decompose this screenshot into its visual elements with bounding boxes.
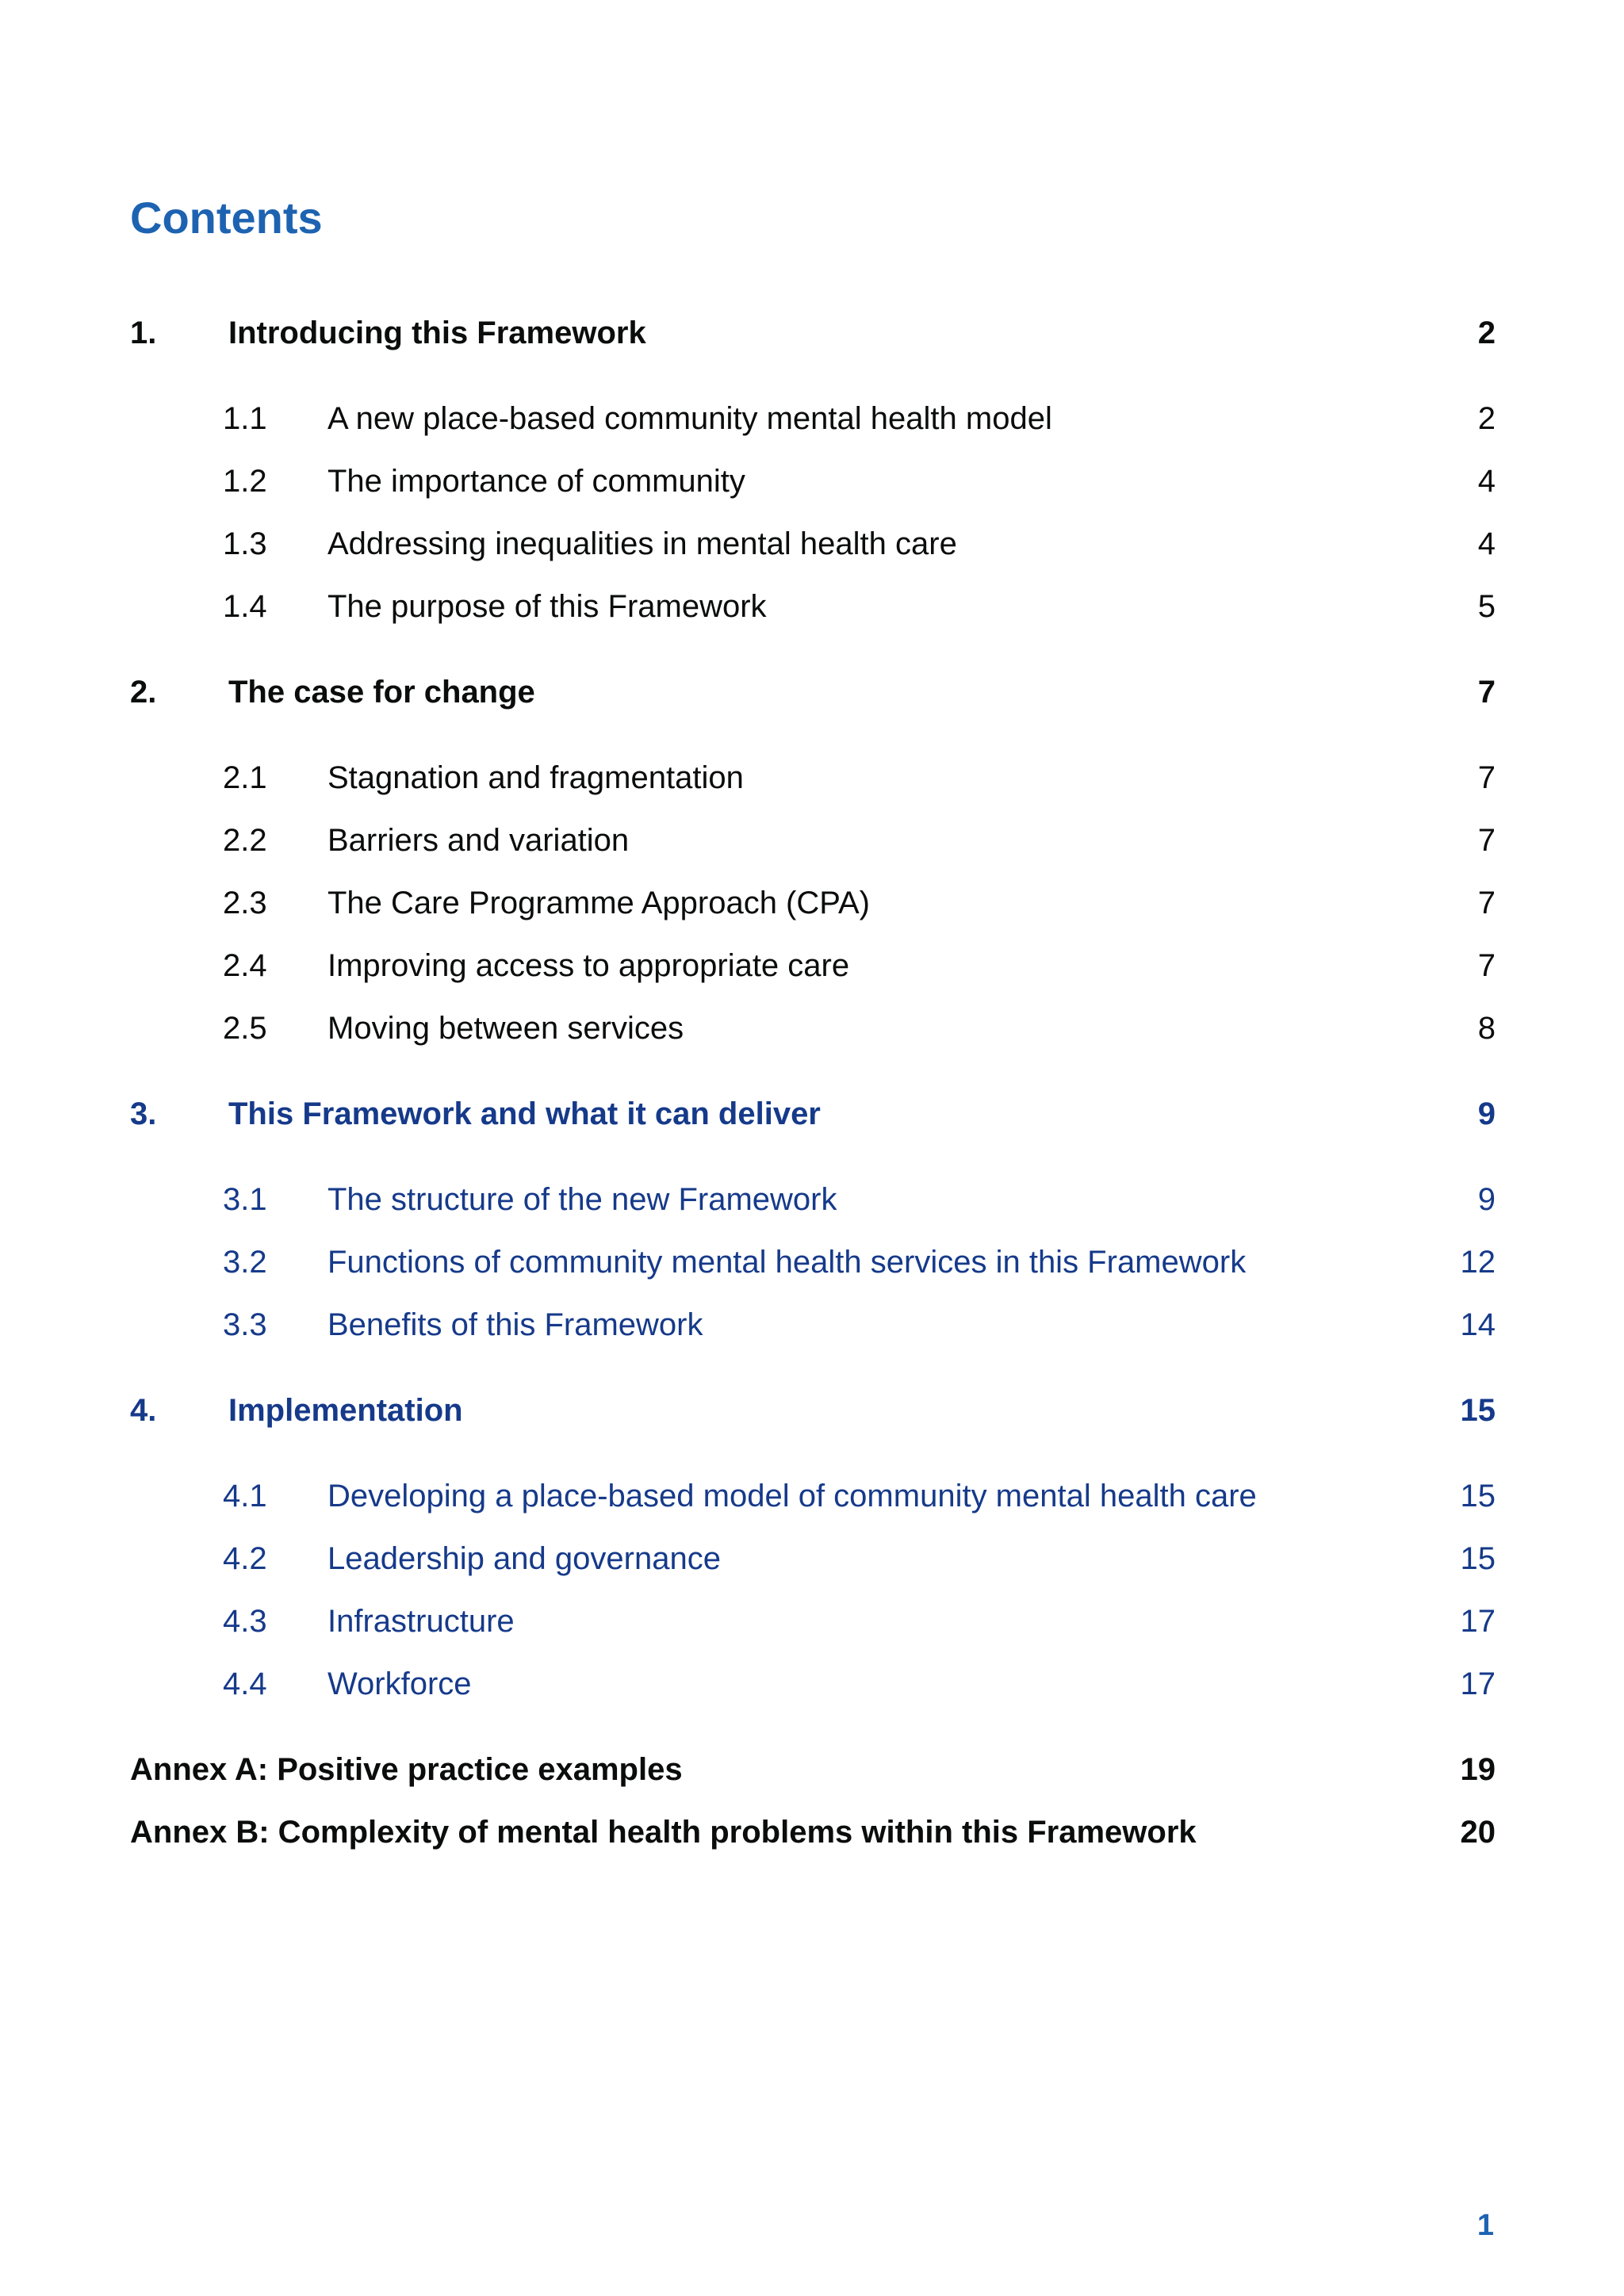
subsection-number: 3.1 xyxy=(223,1181,267,1217)
subsection-number: 4.1 xyxy=(223,1478,267,1513)
page-ref: 15 xyxy=(1460,1392,1496,1428)
page-ref: 7 xyxy=(1477,885,1496,920)
subsection-number: 1.2 xyxy=(223,463,267,499)
toc-section-3[interactable] xyxy=(130,1090,1496,1138)
page-ref: 9 xyxy=(1477,1181,1496,1217)
toc-subsection-1-2 xyxy=(130,457,1496,505)
subsection-title: Developing a place-based model of community mental health care xyxy=(327,1478,1257,1513)
toc-section-4[interactable] xyxy=(130,1387,1496,1434)
subsection-title: Stagnation and fragmentation xyxy=(327,760,744,795)
page-ref: 7 xyxy=(1477,947,1496,983)
section-number: 1. xyxy=(130,315,157,350)
toc-subsection-2-5 xyxy=(130,1004,1496,1052)
subsection-number: 4.3 xyxy=(223,1603,267,1639)
toc-annex-b xyxy=(130,1808,1496,1856)
toc-subsection-2-1 xyxy=(130,754,1496,802)
toc-subsection-4-2[interactable] xyxy=(130,1535,1496,1582)
subsection-number: 2.2 xyxy=(223,822,267,858)
subsection-title: Moving between services xyxy=(327,1010,684,1046)
page-ref: 17 xyxy=(1460,1666,1496,1701)
toc-subsection-4-4[interactable] xyxy=(130,1660,1496,1708)
table-of-contents xyxy=(130,0,1496,2296)
toc-subsection-4-1[interactable] xyxy=(130,1472,1496,1520)
page-ref: 9 xyxy=(1477,1096,1496,1131)
page-ref: 14 xyxy=(1460,1307,1496,1342)
page-ref: 19 xyxy=(1460,1751,1496,1787)
subsection-number: 1.1 xyxy=(223,400,267,436)
section-title: This Framework and what it can deliver xyxy=(228,1096,821,1131)
subsection-number: 2.3 xyxy=(223,885,267,920)
subsection-number: 4.4 xyxy=(223,1666,267,1701)
toc-section-1 xyxy=(130,309,1496,357)
subsection-number: 2.4 xyxy=(223,947,267,983)
subsection-title: The purpose of this Framework xyxy=(327,588,767,624)
subsection-number: 2.1 xyxy=(223,760,267,795)
subsection-title: Infrastructure xyxy=(327,1603,515,1639)
toc-subsection-3-3[interactable] xyxy=(130,1301,1496,1349)
subsection-title: A new place-based community mental health model xyxy=(327,400,1052,436)
subsection-title: Benefits of this Framework xyxy=(327,1307,703,1342)
toc-subsection-2-2 xyxy=(130,817,1496,864)
page-number: 1 xyxy=(1477,2209,1494,2242)
toc-subsection-2-4 xyxy=(130,942,1496,989)
page-ref: 7 xyxy=(1477,674,1496,710)
subsection-title: Leadership and governance xyxy=(327,1540,721,1576)
section-title: Implementation xyxy=(228,1392,463,1428)
subsection-number: 3.3 xyxy=(223,1307,267,1342)
page-ref: 7 xyxy=(1477,822,1496,858)
subsection-number: 1.4 xyxy=(223,588,267,624)
page-ref: 4 xyxy=(1477,463,1496,499)
toc-subsection-1-1 xyxy=(130,395,1496,442)
subsection-title: Workforce xyxy=(327,1666,472,1701)
page-ref: 4 xyxy=(1477,526,1496,561)
section-title: Introducing this Framework xyxy=(228,315,646,350)
section-number: 2. xyxy=(130,674,157,710)
subsection-number: 4.2 xyxy=(223,1540,267,1576)
page-ref: 15 xyxy=(1460,1540,1496,1576)
section-title: The case for change xyxy=(228,674,535,710)
page-ref: 5 xyxy=(1477,588,1496,624)
toc-subsection-1-4 xyxy=(130,583,1496,630)
toc-subsection-2-3 xyxy=(130,879,1496,927)
page-ref: 12 xyxy=(1460,1244,1496,1280)
toc-subsection-3-2[interactable] xyxy=(130,1238,1496,1286)
page-ref: 7 xyxy=(1477,760,1496,795)
toc-subsection-1-3 xyxy=(130,520,1496,568)
page-ref: 15 xyxy=(1460,1478,1496,1513)
subsection-title: The importance of community xyxy=(327,463,745,499)
toc-subsection-3-1[interactable] xyxy=(130,1176,1496,1223)
page-ref: 17 xyxy=(1460,1603,1496,1639)
page-ref: 2 xyxy=(1477,315,1496,350)
page-title: Contents xyxy=(130,193,323,243)
subsection-title: Barriers and variation xyxy=(327,822,630,858)
subsection-title: Addressing inequalities in mental health care xyxy=(327,526,957,561)
subsection-title: The structure of the new Framework xyxy=(327,1181,837,1217)
section-number: 4. xyxy=(130,1392,157,1428)
toc-annex-a xyxy=(130,1746,1496,1793)
toc-subsection-4-3[interactable] xyxy=(130,1598,1496,1645)
subsection-title: The Care Programme Approach (CPA) xyxy=(327,885,870,920)
page-ref: 20 xyxy=(1460,1814,1496,1850)
subsection-number: 1.3 xyxy=(223,526,267,561)
subsection-title: Improving access to appropriate care xyxy=(327,947,850,983)
page-ref: 8 xyxy=(1477,1010,1496,1046)
subsection-number: 2.5 xyxy=(223,1010,267,1046)
subsection-title: Functions of community mental health services in this Framework xyxy=(327,1244,1247,1280)
page-ref: 2 xyxy=(1477,400,1496,436)
annex-title: Annex A: Positive practice examples xyxy=(130,1751,683,1787)
section-number: 3. xyxy=(130,1096,157,1131)
subsection-number: 3.2 xyxy=(223,1244,267,1280)
toc-section-2 xyxy=(130,668,1496,716)
annex-title: Annex B: Complexity of mental health problems within this Framework xyxy=(130,1814,1197,1850)
